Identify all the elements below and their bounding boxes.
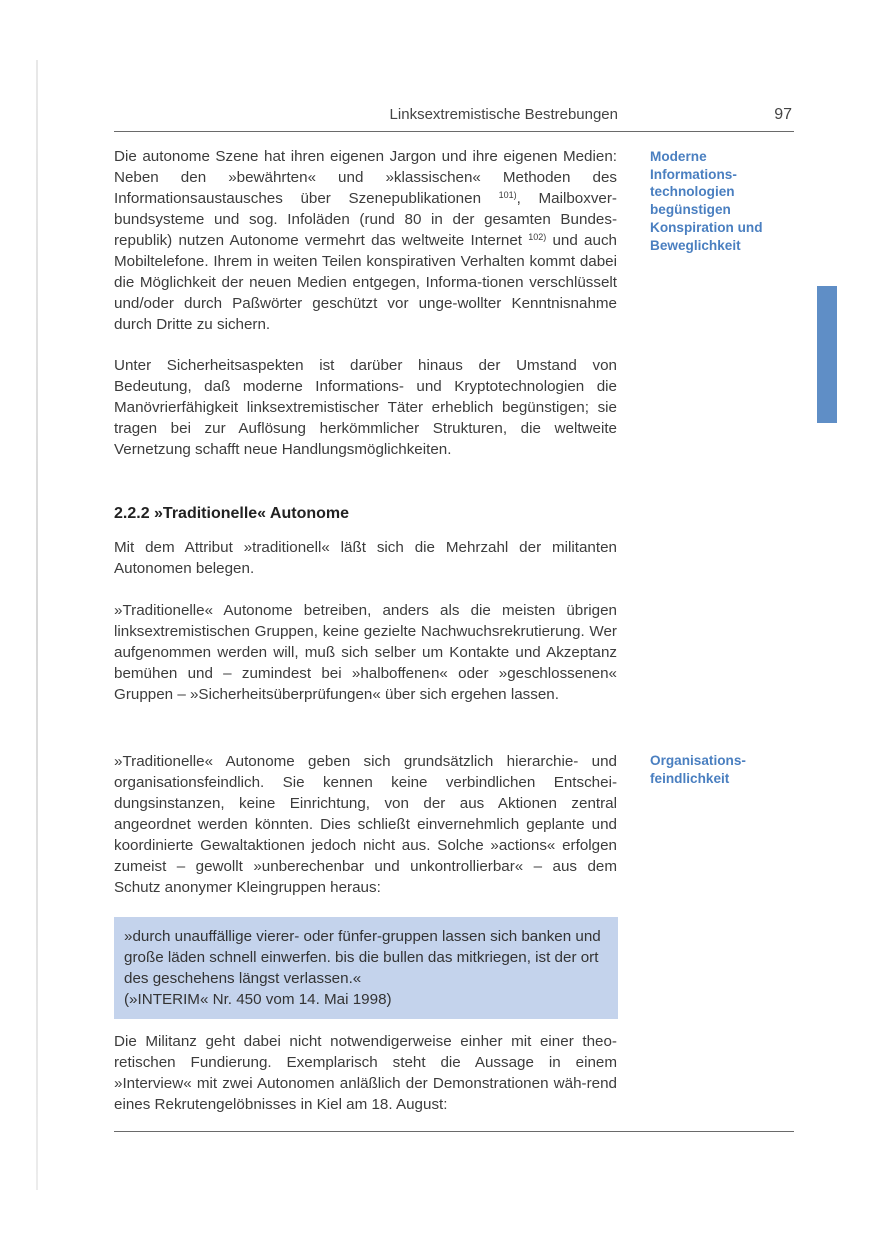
section-heading: 2.2.2 »Traditionelle« Autonome (114, 505, 350, 522)
margin-note-technology: Moderne Informations- technologien begünstigen Konspiration und Beweglichkeit (650, 149, 763, 253)
page-header (114, 106, 794, 128)
quote-box (114, 917, 618, 1019)
paragraph-media: Die autonome Szene hat ihren eigenen Jargon und ihre eigenen Medien: Neben den »bewährten« und »klassischen« Methoden des Informationsaustausches über Szenepublikationen $^{101)}$, Mailboxver-bundsysteme und sog. Infoläden (rund 80 in der gesamten Bundes-republik) nutzen Autonome vermehrt das weltweite Internet $^{102)}$ und auch Mobiltelefone. Ihrem in weiten Teilen konspirativen Verhalten kommt dabei die Möglichkeit der neuen Medien entgegen, Informa-tionen verschlüsselt und/oder durch Paßwörter geschützt vor unge-wollter Kenntnisnahme durch Dritte zu sichern. (114, 148, 617, 333)
header-rule (114, 131, 794, 132)
page-edge (36, 60, 38, 1190)
chapter-tab (817, 286, 837, 423)
page-number: 97 (774, 106, 792, 123)
paragraph-recruitment: »Traditionelle« Autonome betreiben, anders als die meisten übrigen linksextremistischen Gruppen, keine gezielte Nachwuchsrekrutierung. Wer aufgenommen werden will, muß sich selber um Kontakte und Akzeptanz bemühen und – zumindest bei »halboffenen« oder »geschlossenen« Gruppen – »Sicherheitsüberprüfungen« über sich ergehen lassen. (114, 602, 617, 703)
footnote-ref-101: 101) (498, 190, 517, 200)
quote-source: (»INTERIM« Nr. 450 vom 14. Mai 1998) (124, 991, 392, 1008)
margin-note-organisation: Organisations- feindlichkeit (650, 753, 746, 786)
paragraph-security: Unter Sicherheitsaspekten ist darüber hinaus der Umstand von Bedeutung, daß moderne Informations- und Kryptotechnologien die Manövrierfähigkeit linksextremistischer Täter erheblich begünstigen; sie tragen bei zur Auflösung herkömmlicher Strukturen, die weltweite Vernetzung schafft neue Handlungsmöglichkeiten. (114, 357, 617, 458)
quote-text: »durch unauffällige vierer- oder fünfer-gruppen lassen sich banken und große läden schnell einwerfen. bis die bullen das mitkriegen, ist der ort des geschehens längst verlassen.« (124, 928, 601, 987)
footer-rule (114, 1131, 794, 1132)
running-head: Linksextremistische Bestrebungen (389, 106, 618, 123)
paragraph-militancy: Die Militanz geht dabei nicht notwendigerweise einher mit einer theo-retischen Fundierung. Exemplarisch steht die Aussage in einem »Interview« mit zwei Autonomen anläßlich der Demonstrationen wäh-rend eines Rekrutengelöbnisses in Kiel am 18. August: (114, 1033, 617, 1113)
footnote-ref-102: 102) (528, 232, 547, 242)
paragraph-organisation: »Traditionelle« Autonome geben sich grundsätzlich hierarchie- und organisationsfeindlich. Sie kennen keine verbindlichen Entschei-dungsinstanzen, keine Einrichtung, von der aus Aktionen zentral angeordnet werden könnten. Dies schließt einvernehmlich geplante und koordinierte Gewaltaktionen jedoch nicht aus. Solche »actions« erfolgen zumeist – gewollt »unberechenbar und unkontrollierbar« – aus dem Schutz anonymer Kleingruppen heraus: (114, 753, 617, 896)
paragraph-attribute: Mit dem Attribut »traditionell« läßt sich die Mehrzahl der militanten Autonomen belegen. (114, 539, 617, 577)
